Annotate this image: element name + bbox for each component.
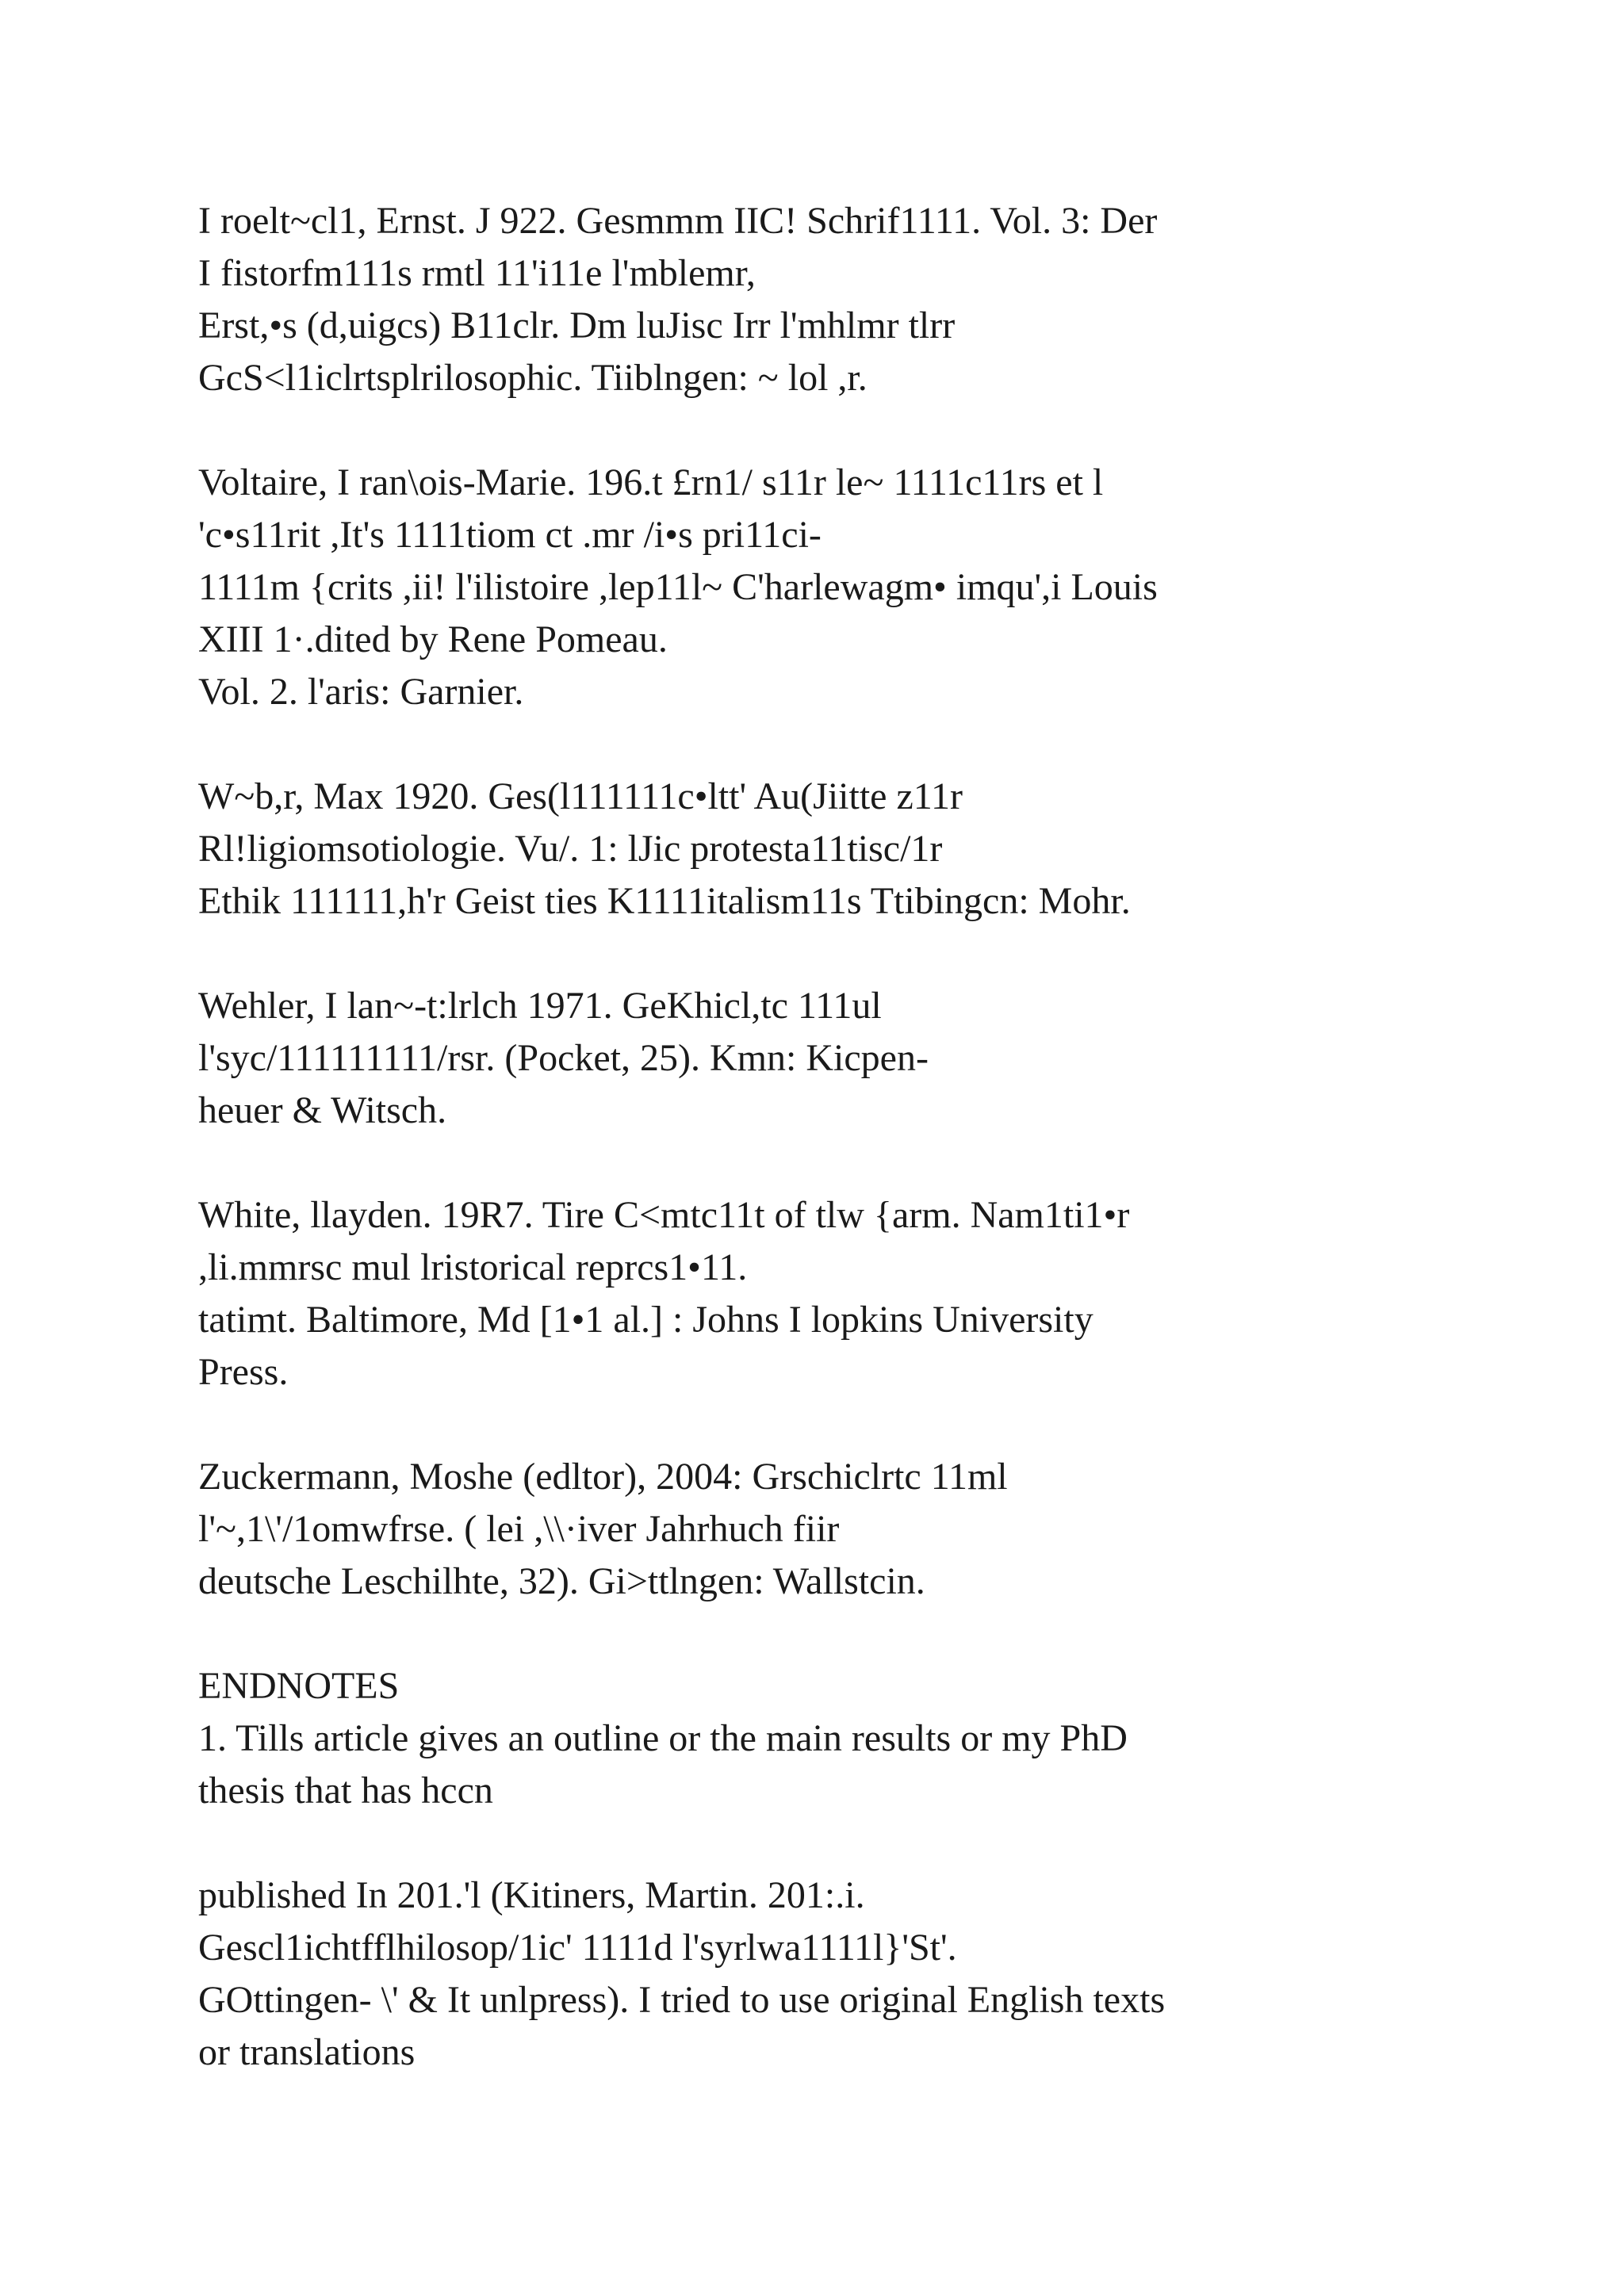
text-line: I roelt~cl1, Ernst. J 922. Gesmmm IIC! Schrif1111. Vol. 3: Der xyxy=(198,200,1158,242)
endnotes-heading: ENDNOTES xyxy=(198,1665,400,1707)
text-line: I fistorfm111s rmtl 11'i11e l'mblemr, xyxy=(198,252,756,294)
reference-wehler xyxy=(198,980,1499,1137)
text-line: GOttingen- \' & It unlpress). I tried to use original English texts xyxy=(198,1979,1166,2021)
text-line: l'syc/111111111/rsr. (Pocket, 25). Kmn: Kicpen- xyxy=(198,1037,929,1079)
reference-zuckermann xyxy=(198,1451,1499,1608)
text-line: Ethik 111111,h'r Geist ties K1111italism11s Ttibingcn: Mohr. xyxy=(198,880,1131,922)
reference-weber xyxy=(198,771,1499,928)
text-line: XIII 1·.dited by Rene Pomeau. xyxy=(198,618,668,660)
text-line: Gescl1ichtfflhilosop/1ic' 1111d l'syrlwa1111l}'St'. xyxy=(198,1927,957,1969)
text-line: Zuckermann, Moshe (edltor), 2004: Grschiclrtc 11ml xyxy=(198,1456,1008,1498)
text-line: published In 201.'l (Kitiners, Martin. 201:.i. xyxy=(198,1874,865,1916)
text-line: tatimt. Baltimore, Md [1•1 al.] : Johns I lopkins University xyxy=(198,1299,1094,1341)
text-line: Wehler, I lan~-t:lrlch 1971. GeKhicl,tc 111ul xyxy=(198,985,882,1027)
text-line: Voltaire, I ran\ois-Marie. 196.t £rn1/ s11r le~ 1111c11rs et l xyxy=(198,461,1104,503)
text-line: GcS<l1iclrtsplrilosophic. Tiiblngen: ~ lol ,r. xyxy=(198,357,868,399)
text-line: 1111m {crits ,ii! l'ilistoire ,lep11l~ C'harlewagm• imqu',i Louis xyxy=(198,566,1158,608)
text-line: 1. Tills article gives an outline or the main results or my PhD xyxy=(198,1717,1128,1759)
text-line: 'c•s11rit ,It's 1111tiom ct .mr /i•s pri11ci- xyxy=(198,514,822,556)
text-line: ,li.mmrsc mul lristorical reprcs1•11. xyxy=(198,1246,748,1288)
endnote-continuation xyxy=(198,1869,1499,2079)
text-line: thesis that has hccn xyxy=(198,1770,493,1812)
text-line: heuer & Witsch. xyxy=(198,1089,447,1131)
text-line: Erst,•s (d,uigcs) B11clr. Dm luJisc Irr l'mhlmr tlrr xyxy=(198,304,956,346)
reference-troeltsch xyxy=(198,195,1499,404)
reference-voltaire xyxy=(198,457,1499,718)
text-line: Vol. 2. l'aris: Garnier. xyxy=(198,671,524,713)
document-body xyxy=(198,195,1499,2131)
text-line: Rl!ligiomsotiologie. Vu/. 1: lJic protesta11tisc/1r xyxy=(198,828,943,870)
text-line: Press. xyxy=(198,1351,289,1393)
endnotes-section xyxy=(198,1660,1499,1817)
text-line: or translations xyxy=(198,2031,416,2073)
reference-white xyxy=(198,1189,1499,1399)
text-line: l'~,1\'/1omwfrse. ( lei ,\\·iver Jahrhuch fiir xyxy=(198,1508,840,1550)
text-line: White, llayden. 19R7. Tire C<mtc11t of tlw {arm. Nam1ti1•r xyxy=(198,1194,1130,1236)
text-line: W~b,r, Max 1920. Ges(l111111c•ltt' Au(Jiitte z11r xyxy=(198,775,963,817)
text-line: deutsche Leschilhte, 32). Gi>ttlngen: Wallstcin. xyxy=(198,1560,925,1602)
